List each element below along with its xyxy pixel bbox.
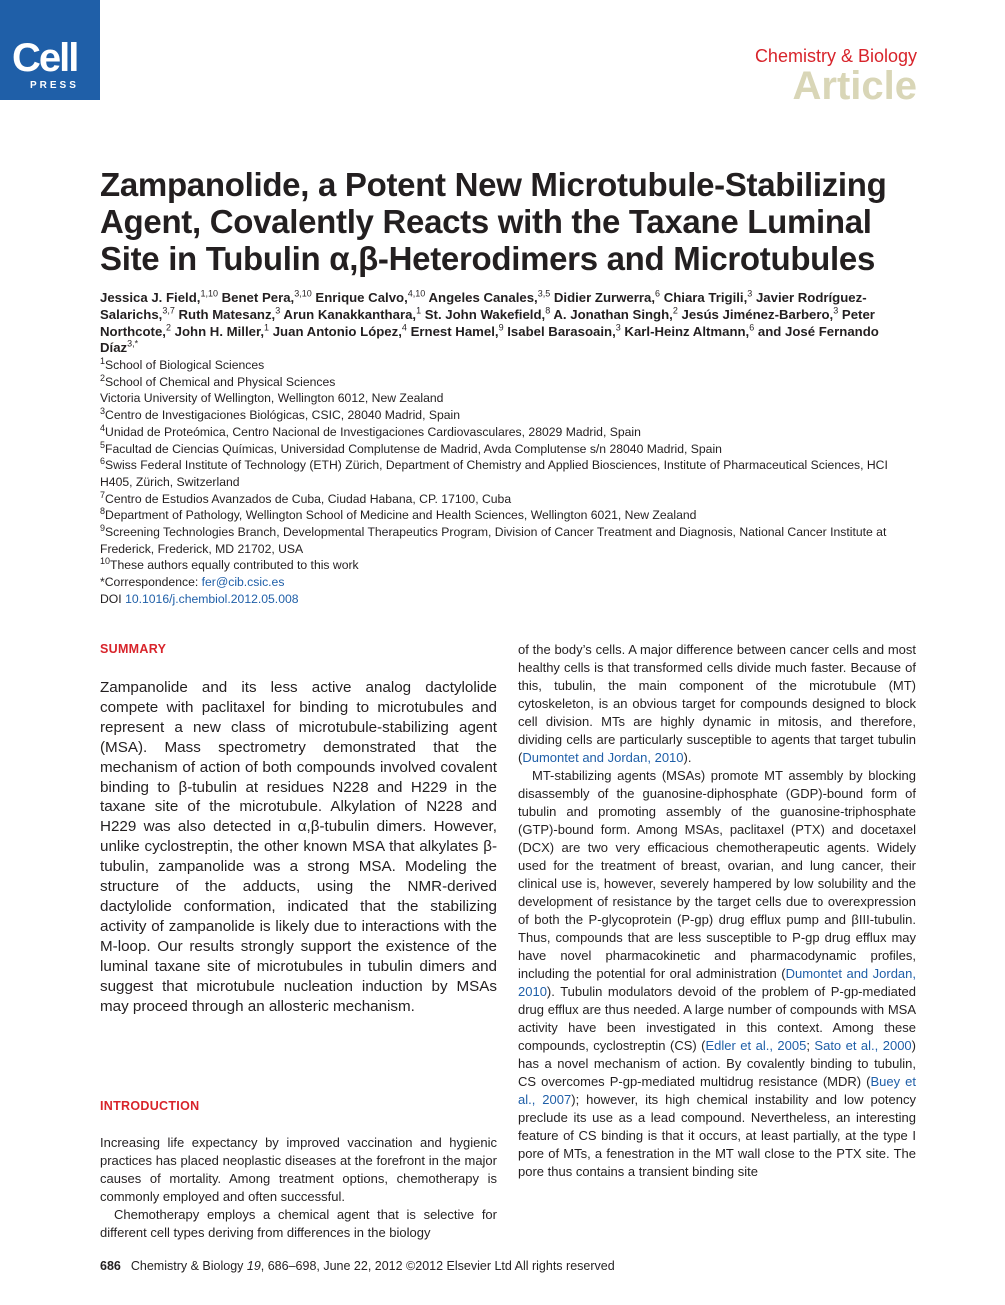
author-affiliation-marker: 4,10: [407, 288, 426, 299]
author: Karl-Heinz Altmann,: [624, 323, 750, 339]
affiliation: Victoria University of Wellington, Wellington 6012, New Zealand: [100, 391, 444, 406]
logo-text: Cell: [12, 36, 78, 80]
author-affiliation-marker: 3: [615, 322, 621, 333]
author: John H. Miller,: [174, 323, 265, 339]
author-affiliation-marker: 3,5: [537, 288, 551, 299]
author-affiliation-marker: 3,*: [127, 339, 139, 349]
affiliation: $^4$Unidad de Proteómica, Centro Nacional de Investigaciones Cardiovasculares, 28029 Madrid, Spain: [100, 422, 641, 439]
author-affiliation-marker: 2: [165, 322, 171, 333]
affiliation: $^1$School of Biological Sciences: [100, 355, 265, 372]
doi: DOI 10.1016/j.chembiol.2012.05.008: [100, 591, 299, 606]
doi-link[interactable]: 10.1016/j.chembiol.2012.05.008: [125, 591, 299, 606]
author: Chiara Trigili,: [663, 290, 748, 305]
introduction-heading: INTRODUCTION: [100, 1099, 200, 1113]
citation-link[interactable]: Edler et al., 2005: [705, 1038, 807, 1053]
citation-link[interactable]: Dumontet and Jordan, 2010: [518, 966, 917, 999]
affiliation: $^8$Department of Pathology, Wellington School of Medicine and Health Sciences, Wellington 6021, New Zealand: [100, 506, 697, 523]
author: A. Jonathan Singh,: [553, 306, 673, 322]
author: Ruth Matesanz,: [178, 306, 276, 322]
author: Arun Kanakkanthara,: [283, 306, 417, 322]
affiliations: [100, 357, 920, 608]
citation-link[interactable]: Dumontet and Jordan, 2010: [522, 750, 684, 765]
author-affiliation-marker: 1: [416, 305, 422, 316]
author: Javier Rodríguez-Salarichs,: [100, 290, 867, 322]
affiliation: $^3$Centro de Investigaciones Biológicas, CSIC, 28040 Madrid, Spain: [100, 406, 461, 423]
author: Isabel Barasoain,: [507, 323, 616, 339]
author-affiliation-marker: 8: [545, 305, 551, 316]
author-affiliation-marker: 3,10: [294, 288, 312, 299]
logo-subtext: PRESS: [30, 80, 79, 91]
author-affiliation-marker: 3: [747, 288, 753, 299]
citation-link[interactable]: Sato et al., 2000: [814, 1038, 912, 1053]
page-footer: 686 Chemistry & Biology 19, 686–698, June 22, 2012 ©2012 Elsevier Ltd All rights reserved: [100, 1259, 615, 1273]
right-paragraph-1: of the body’s cells. A major difference between cancer cells and most healthy cells is that transformed cells divide much faster. Because of this, tubulin, the main component of the microtubule (MT) cytoskeleton, is an obvious target for compounds designed to block cell division. MTs are highly dynamic in mitosis, and therefore, dividing cells are particularly susceptible to agents that target tubulin (Dumontet and Jordan, 2010).: [518, 642, 916, 765]
author-affiliation-marker: 1: [264, 322, 270, 333]
cell-press-logo: [0, 0, 100, 100]
affiliation: $^6$Swiss Federal Institute of Technology (ETH) Zürich, Department of Chemistry and Applied Biosciences, Institute of Pharmaceutical Sciences, HCI H405, Zürich, Switzerland: [100, 456, 888, 489]
author: Juan Antonio López,: [272, 323, 402, 339]
author: Benet Pera,: [221, 290, 295, 305]
affiliation: $^5$Facultad de Ciencias Químicas, Universidad Complutense de Madrid, Avda Complutense s/n 28040 Madrid, Spain: [100, 439, 722, 456]
author: Angeles Canales,: [428, 290, 538, 305]
author-affiliation-marker: 3: [833, 305, 839, 316]
volume: 19: [246, 1259, 261, 1273]
correspondence-email-link[interactable]: fer@cib.csic.es: [201, 575, 285, 590]
introduction-text: [100, 1134, 497, 1242]
summary-text: Zampanolide and its less active analog dactylolide compete with paclitaxel for binding to microtubules and represent a new class of microtubule-stabilizing agent (MSA). Mass spectrometry demonstrated that the mechanism of action of both compounds involved covalent binding to β-tubulin at residues N228 and H229 in the taxane site of the microtubule. Alkylation of N228 and H229 was also detected in α,β-tubulin dimers. However, unlike cyclostreptin, the other known MSA that alkylates β-tubulin, zampanolide was a strong MSA. Modeling the structure of the adducts, using the NMR-derived dactylolide conformation, indicated that the stabilizing activity of zampanolide is likely due to interactions with the M-loop. Our results strongly support the existence of the luminal taxane site of microtubules in tubulin dimers and suggest that microtubule nucleation induction by MSAs may proceed through an allosteric mechanism.: [100, 679, 497, 1015]
author: Ernest Hamel,: [410, 323, 499, 339]
paper-title: Zampanolide, a Potent New Microtubule-Stabilizing Agent, Covalently Reacts with the Taxane Luminal Site in Tubulin α,β-Heterodimers and Microtubules: [100, 166, 887, 277]
author-affiliation-marker: 3: [275, 305, 281, 316]
summary-heading: SUMMARY: [100, 642, 167, 656]
author-affiliation-marker: 4: [401, 322, 407, 333]
author: Enrique Calvo,: [315, 290, 408, 305]
intro-paragraph-1: Increasing life expectancy by improved vaccination and hygienic practices has placed neoplastic diseases at the forefront in the major causes of mortality. Among treatment options, chemotherapy is commonly employed and often successful.: [100, 1135, 497, 1204]
article-type: Article: [792, 64, 917, 108]
journal-name: Chemistry & Biology: [754, 46, 917, 66]
page-number: 686: [100, 1259, 121, 1273]
author: Jesús Jiménez-Barbero,: [681, 306, 834, 322]
right-column-text: [518, 641, 916, 1181]
affiliation: $^2$School of Chemical and Physical Sciences: [100, 372, 336, 389]
author: Didier Zurwerra,: [553, 290, 656, 305]
intro-paragraph-2: Chemotherapy employs a chemical agent that is selective for different cell types deriving from differences in the biology: [100, 1207, 497, 1240]
affiliation: $^9$Screening Technologies Branch, Developmental Therapeutics Program, Division of Cancer Treatment and Diagnosis, National Cancer Institute at Frederick, Frederick, MD 21702, USA: [100, 522, 887, 556]
author-affiliation-marker: 9: [498, 322, 504, 333]
author-affiliation-marker: 2: [672, 305, 678, 316]
author-affiliation-marker: 6: [749, 322, 755, 333]
author-list: [100, 290, 920, 357]
author: Peter Northcote,: [100, 306, 875, 339]
author-affiliation-marker: 6: [655, 288, 661, 299]
right-paragraph-2: MT-stabilizing agents (MSAs) promote MT assembly by blocking disassembly of the guanosine-diphosphate (GDP)-bound form of tubulin and promoting assembly of the guanosine-triphosphate (GTP)-bound form. Among MSAs, paclitaxel (PTX) and docetaxel (DCX) are two very efficacious chemotherapeutic agents. Widely used for the treatment of breast, ovarian, and lung cancer, their clinical use is, however, severely hampered by low solubility and the development of resistance by the target cells due to overexpression of both the P-glycoprotein (P-gp) drug efflux pump and βIII-tubulin. Thus, compounds that are less susceptible to P-gp drug efflux may have novel pharmacokinetic and pharmacodynamic profiles, including the potential for oral administration (Dumontet and Jordan, 2010). Tubulin modulators devoid of the problem of P-gp-mediated drug efflux are thus needed. A large number of compounds with MSA activity have been investigated in this context. Among these compounds, cyclostreptin (CS) (Edler et al., 2005; Sato et al., 2000) has a novel mechanism of action. By covalently binding to tubulin, CS overcomes P-gp-mediated multidrug resistance (MDR) (Buey et al., 2007); however, its high chemical instability and low potency preclude its use as a lead compound. Nevertheless, an interesting feature of CS binding is that it occurs, at least partially, at the type I pore of MTs, a fenestration in the MT wall close to the PTX site. The pore thus contains a transient binding site: [518, 768, 917, 1179]
author: St. John Wakefield,: [424, 306, 546, 322]
author: Jessica J. Field,: [100, 290, 201, 305]
author: and José Fernando Díaz: [100, 323, 879, 356]
affiliation: $^7$Centro de Estudios Avanzados de Cuba, Ciudad Habana, CP. 17100, Cuba: [100, 489, 512, 506]
affiliation: $^{10}$These authors equally contributed to this work: [100, 556, 359, 573]
citation-link[interactable]: Buey et al., 2007: [518, 1074, 916, 1107]
correspondence: *Correspondence: fer@cib.csic.es: [100, 575, 285, 590]
author-affiliation-marker: 1,10: [200, 288, 218, 299]
author-affiliation-marker: 3,7: [162, 305, 175, 316]
